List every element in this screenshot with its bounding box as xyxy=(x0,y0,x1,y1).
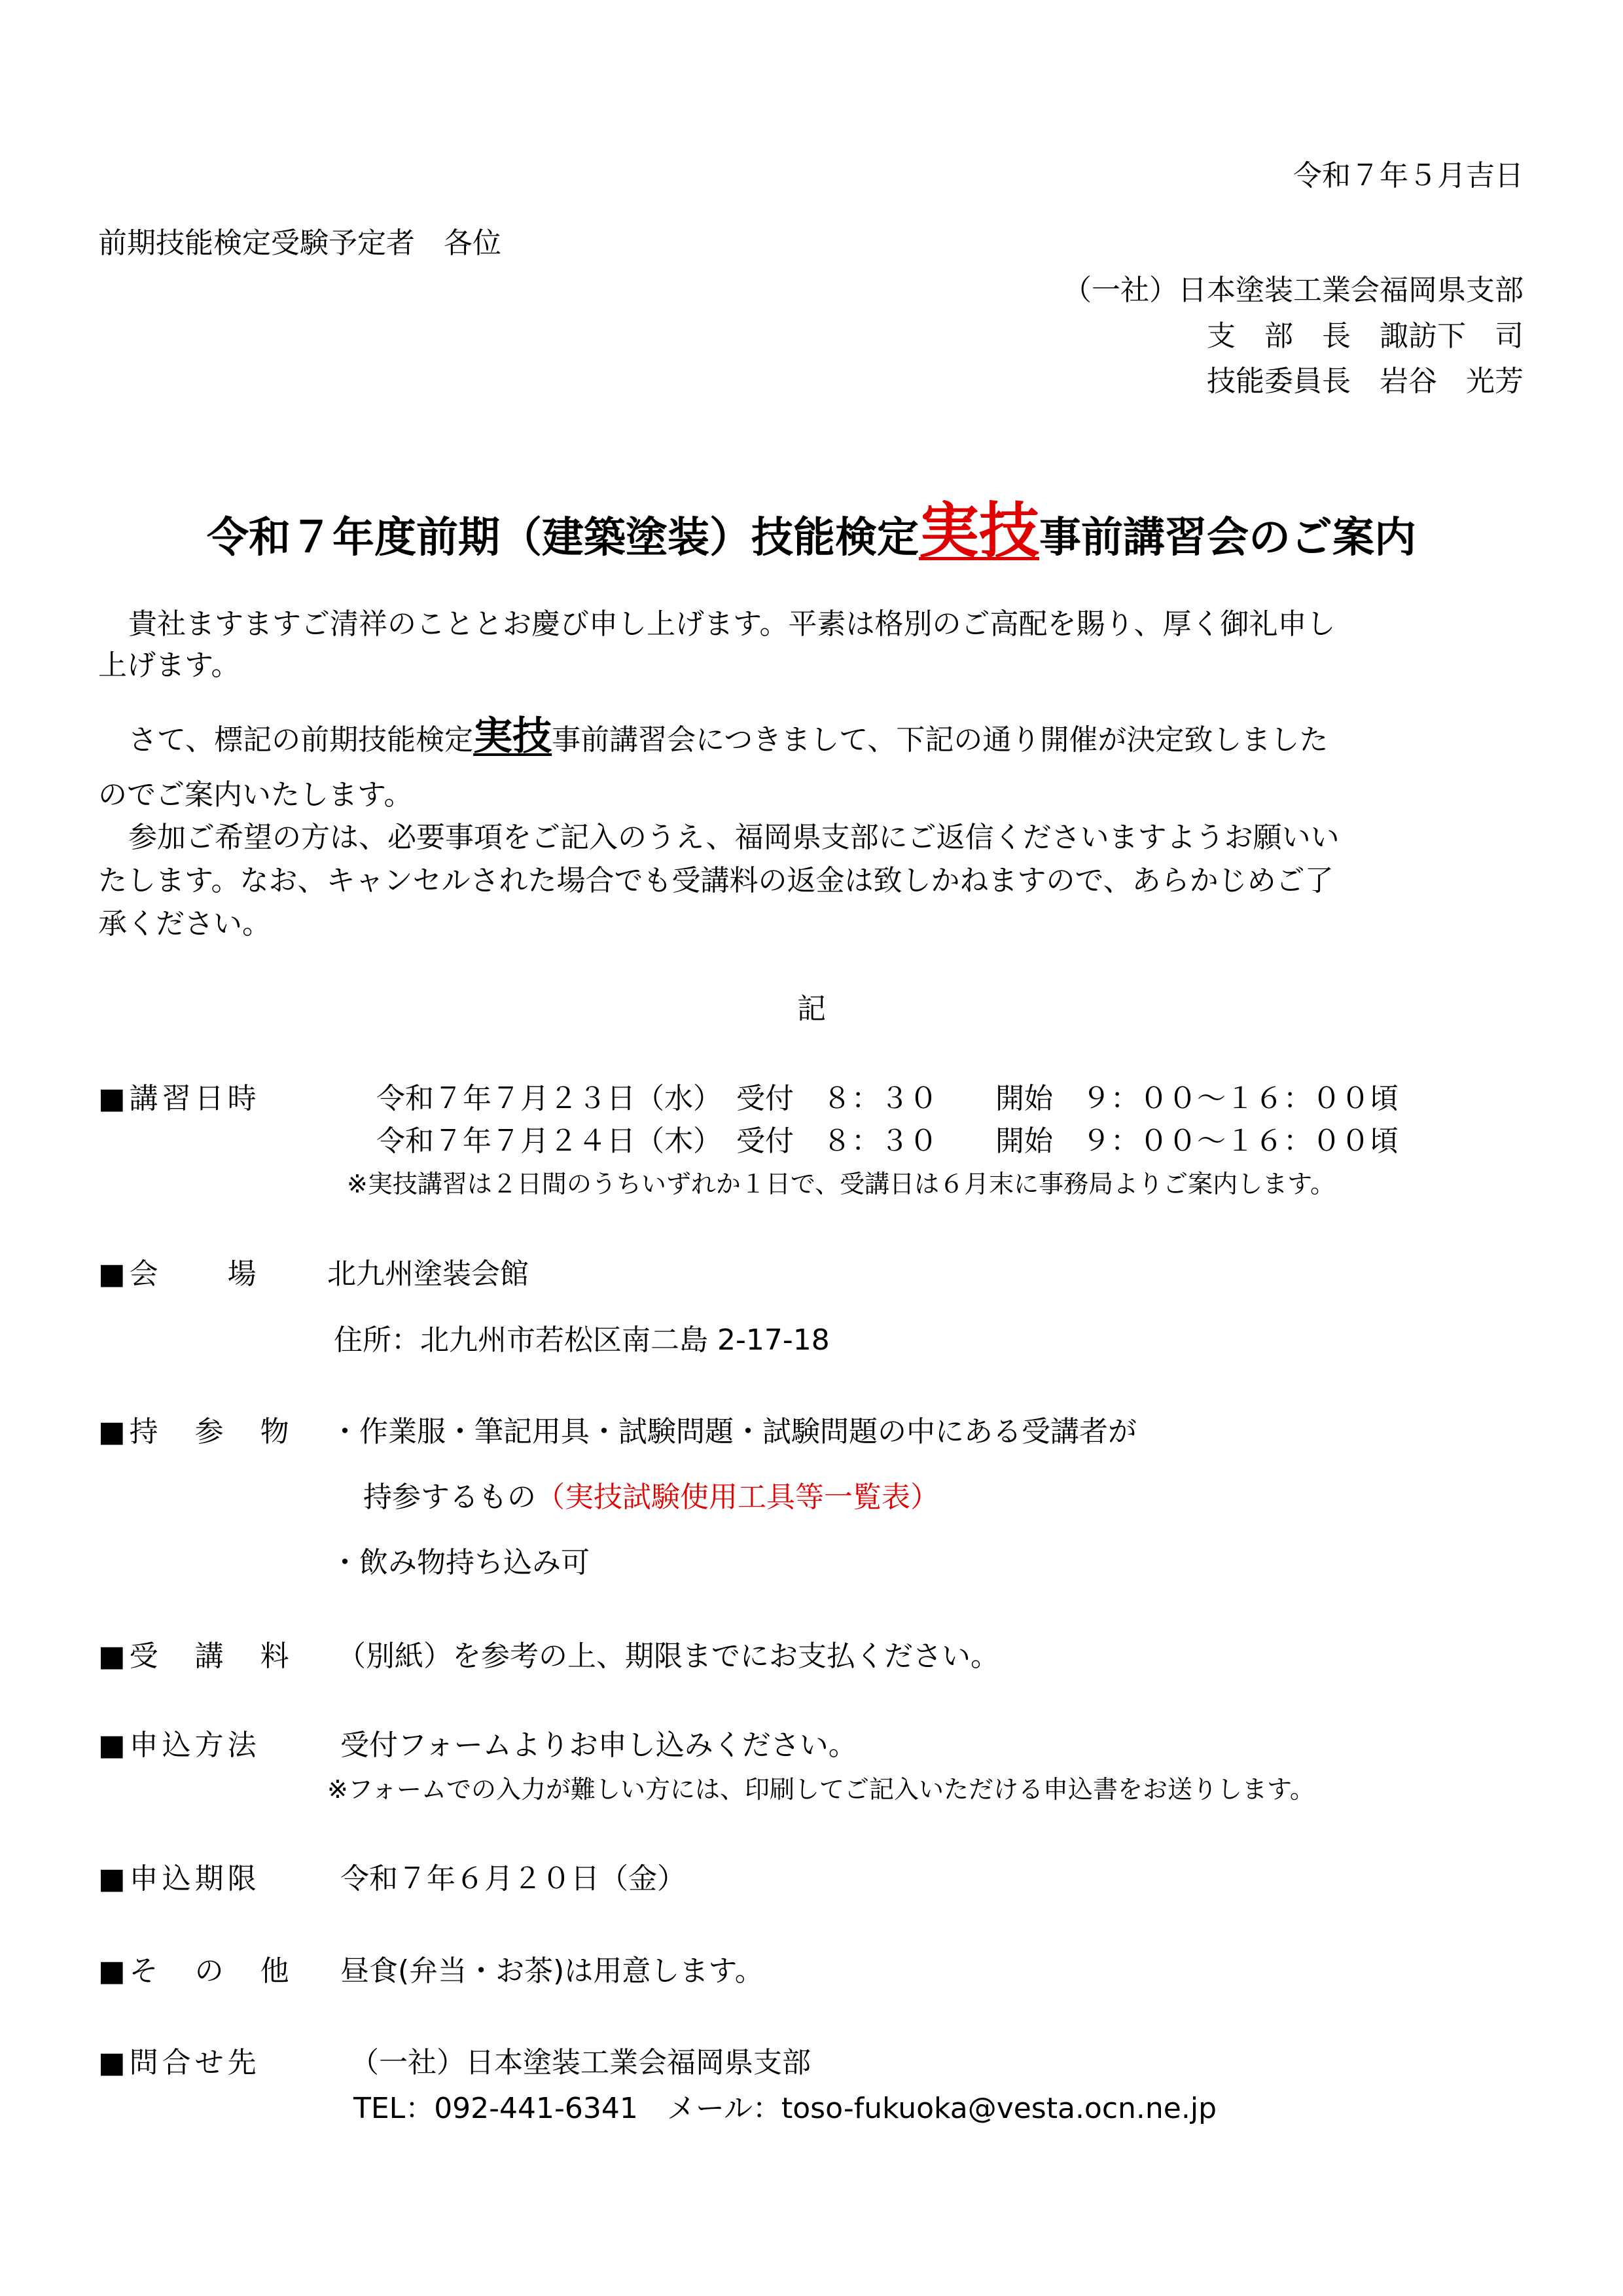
belongings-bring-text: 持参するもの xyxy=(363,1480,536,1514)
ki-heading: 記 xyxy=(797,992,826,1026)
belongings-line-3: ・飲み物持ち込み可 xyxy=(330,1546,590,1579)
tool-list-reference: （実技試験使用工具等一覧表） xyxy=(536,1480,939,1514)
contact-label: ■問合せ先 xyxy=(98,2046,260,2079)
apply-method-label: ■申込方法 xyxy=(98,1729,260,1762)
apply-method-note: ※フォームでの入力が難しい方には、印刷してご記入いただける申込書をお送りします。 xyxy=(327,1775,1315,1804)
body-paragraph-2-line-2: のでご案内いたします。 xyxy=(98,778,413,812)
other-label: ■そ の 他 xyxy=(98,1954,293,1988)
schedule-day-2: 令和７年７月２４日（木） 受付 ８：３０ 開始 ９：００～１６：００頃 xyxy=(376,1124,1399,1158)
venue-label: ■会 場 xyxy=(98,1257,260,1291)
fee-label: ■受 講 料 xyxy=(98,1640,293,1673)
title-part2: 事前講習会のご案内 xyxy=(1039,514,1416,562)
body-paragraph-2-line-1 xyxy=(128,713,1329,759)
p2-emphasis: 実技 xyxy=(473,713,552,759)
schedule-note: ※実技講習は２日間のうちいずれか１日で、受講日は６月末に事務局よりご案内します。 xyxy=(347,1170,1336,1198)
contact-tel-email: TEL：092-441-6341 メール：toso-fukuoka@vesta.ocn.ne.jp xyxy=(353,2092,1217,2125)
contact-organization: （一社）日本塗装工業会福岡県支部 xyxy=(350,2046,811,2079)
venue-name: 北九州塗装会館 xyxy=(327,1257,529,1291)
sender-organization: （一社）日本塗装工業会福岡県支部 xyxy=(1063,274,1524,307)
issue-date: 令和７年５月吉日 xyxy=(1293,159,1524,192)
schedule-day-1: 令和７年７月２３日（水） 受付 ８：３０ 開始 ９：００～１６：００頃 xyxy=(376,1082,1399,1115)
body-paragraph-1-line-2: 上げます。 xyxy=(98,649,240,682)
deadline-label: ■申込期限 xyxy=(98,1862,260,1895)
p2-post: 事前講習会につきまして、下記の通り開催が決定致しました xyxy=(552,723,1329,757)
sender-committee-chair: 技能委員長 岩谷 光芳 xyxy=(1207,365,1524,398)
p2-pre: さて、標記の前期技能検定 xyxy=(128,723,474,757)
other-text: 昼食(弁当・お茶)は用意します。 xyxy=(340,1954,764,1988)
venue-address: 住所：北九州市若松区南二島 2-17-18 xyxy=(334,1323,830,1357)
belongings-line-2 xyxy=(363,1480,939,1514)
belongings-label: ■持 参 物 xyxy=(98,1415,293,1448)
deadline-text: 令和７年６月２０日（金） xyxy=(340,1862,686,1895)
body-paragraph-1-line-1: 貴社ますますご清祥のこととお慶び申し上げます。平素は格別のご高配を賜り、厚く御礼申し xyxy=(128,607,1336,641)
schedule-label: ■講習日時 xyxy=(98,1082,260,1115)
belongings-line-1: ・作業服・筆記用具・試験問題・試験問題の中にある受講者が xyxy=(330,1415,1137,1448)
addressee: 前期技能検定受験予定者 各位 xyxy=(98,226,501,260)
apply-method-text: 受付フォームよりお申し込みください。 xyxy=(340,1729,857,1762)
sender-branch-head: 支 部 長 諏訪下 司 xyxy=(1207,319,1524,353)
document-title xyxy=(0,483,1623,569)
body-paragraph-3-line-2: たします。なお、キャンセルされた場合でも受講料の返金は致しかねますので、あらかじめご了 xyxy=(98,864,1334,897)
body-paragraph-3-line-1: 参加ご希望の方は、必要事項をご記入のうえ、福岡県支部にご返信くださいますようお願いい xyxy=(128,821,1340,854)
body-paragraph-3-line-3: 承ください。 xyxy=(98,907,271,941)
title-emphasis: 実技 xyxy=(918,496,1039,566)
fee-text: （別紙）を参考の上、期限までにお支払ください。 xyxy=(337,1640,999,1673)
title-part1: 令和７年度前期（建築塗装）技能検定 xyxy=(206,514,919,562)
